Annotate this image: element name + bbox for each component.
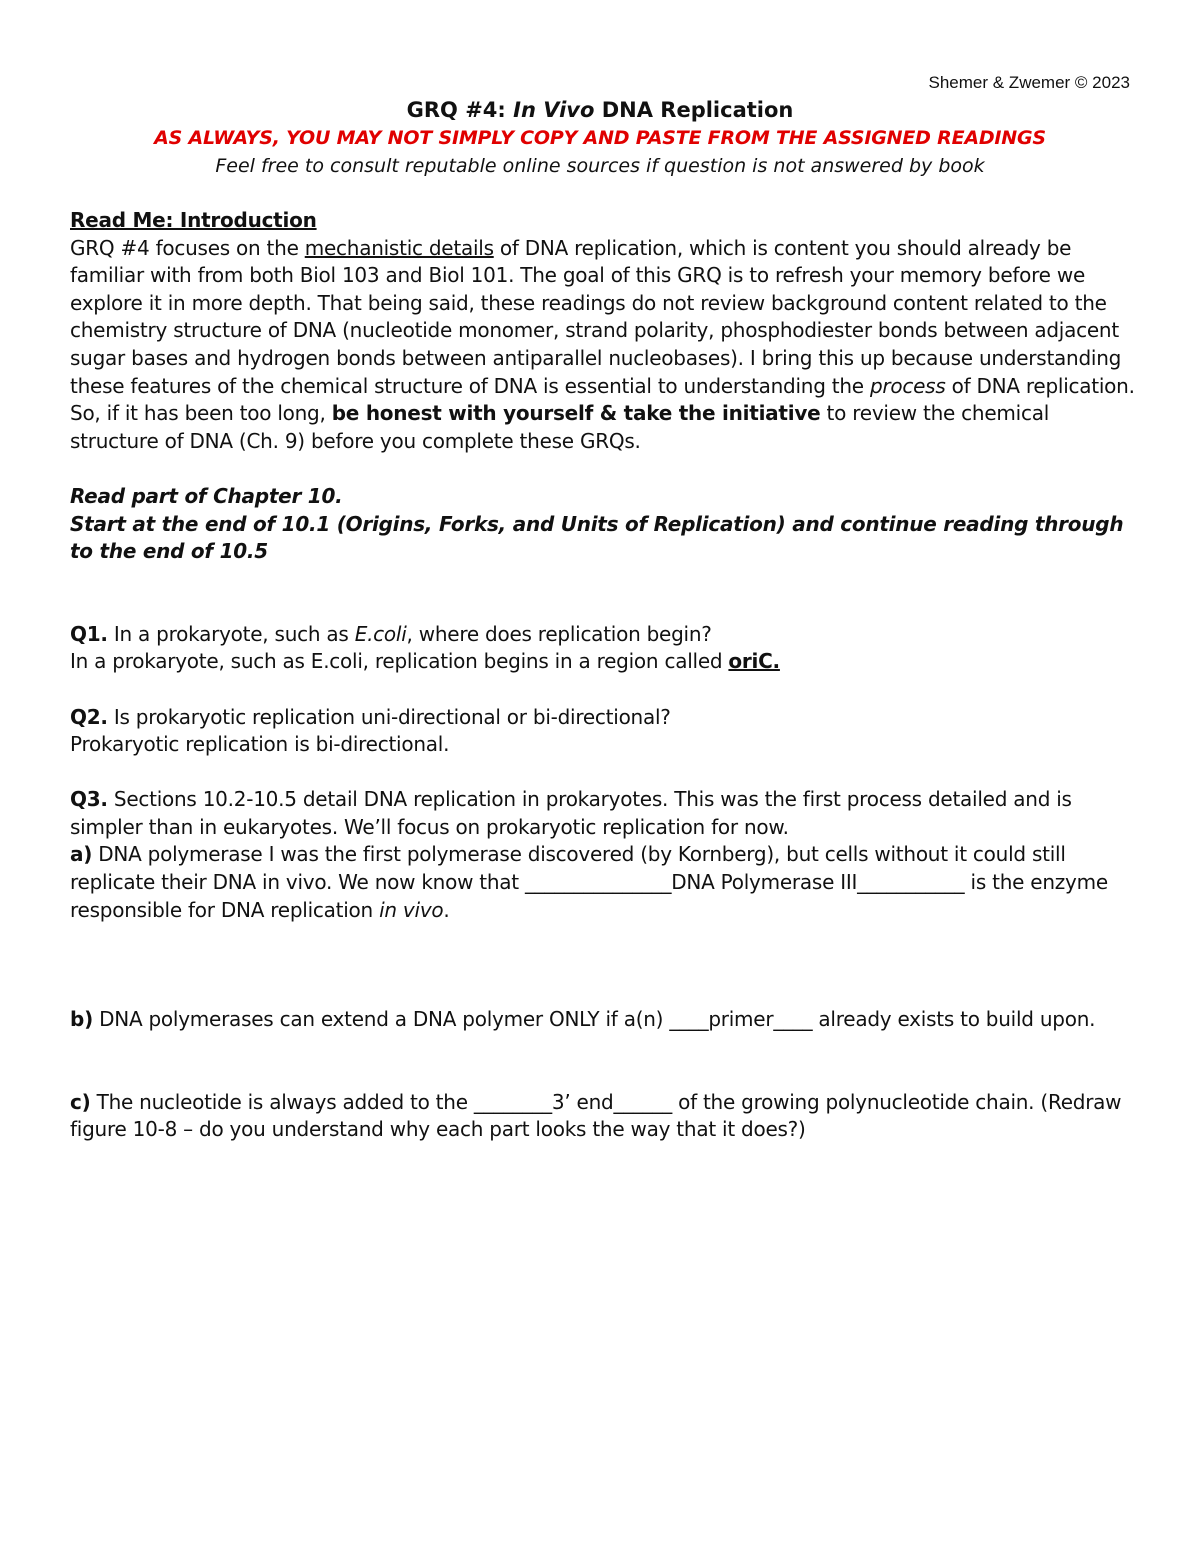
intro-italic: process bbox=[869, 373, 946, 398]
title-prefix: GRQ #4: bbox=[406, 98, 514, 122]
q3c bbox=[70, 1089, 1135, 1144]
q1-question bbox=[70, 621, 1135, 649]
q2-label: Q2. bbox=[70, 704, 108, 729]
title-italic: In Vivo bbox=[513, 98, 595, 122]
q3-text: Sections 10.2-10.5 detail DNA replication in prokaryotes. This was the first process detailed and is simpler than in eukaryotes. We’ll focus on prokaryotic replication for now. bbox=[70, 787, 1072, 839]
q3-intro bbox=[70, 786, 1135, 841]
intro-underlined: mechanistic details bbox=[304, 235, 494, 260]
q3a bbox=[70, 841, 1135, 924]
q3b bbox=[70, 1006, 1135, 1034]
q2-text: Is prokaryotic replication uni-directional or bi-directional? bbox=[107, 704, 671, 729]
q3a-end: . bbox=[443, 897, 450, 922]
q3b-label: b) bbox=[70, 1007, 93, 1032]
q1-text-pre: In a prokaryote, such as bbox=[107, 621, 355, 646]
q3-label: Q3. bbox=[70, 787, 108, 812]
intro-text-1: GRQ #4 focuses on the bbox=[70, 235, 305, 260]
sources-note: Feel free to consult reputable online sources if question is not answered by book bbox=[215, 155, 985, 177]
q3a-text: DNA polymerase I was the first polymerase discovered (by Kornberg), but cells without it could still replicate their DNA in vivo. We now know that _______________DNA Polymerase III___________ is the enzyme responsible for DNA replication bbox=[70, 842, 1108, 922]
intro-text-3: of DNA replication. So, if it has been too long, bbox=[70, 373, 1135, 426]
document-header bbox=[0, 96, 1200, 180]
intro-text-2: of DNA replication, which is content you should already be familiar with from both Biol 103 and Biol 101. The goal of this GRQ is to refresh your memory before we explore it in more depth. That being said, these readings do not review background content related to the chemistry structure of DNA (nucleotide monomer, strand polarity, phosphodiester bonds between adjacent sugar bases and hydrogen bonds between antiparallel nucleobases). I bring this up because understanding these features of the chemical structure of DNA is essential to understanding the bbox=[70, 235, 1122, 398]
q1-answer-text: In a prokaryote, such as E.coli, replication begins in a region called bbox=[70, 649, 729, 674]
intro-bold: be honest with yourself & take the initiative bbox=[331, 401, 821, 426]
q1-label: Q1. bbox=[70, 621, 108, 646]
q1-italic: E.coli bbox=[354, 621, 407, 646]
intro-paragraph bbox=[70, 235, 1135, 456]
q2-question bbox=[70, 704, 1135, 732]
reading-assignment-line-2: Start at the end of 10.1 (Origins, Forks, and Units of Replication) and continue reading through to the end of 10.5 bbox=[70, 511, 1124, 564]
copy-paste-warning: AS ALWAYS, YOU MAY NOT SIMPLY COPY AND PASTE FROM THE ASSIGNED READINGS bbox=[154, 127, 1046, 149]
title-suffix: DNA Replication bbox=[594, 98, 794, 122]
intro-heading: Read Me: Introduction bbox=[70, 208, 317, 232]
document-title bbox=[0, 96, 1200, 124]
q2-answer: Prokaryotic replication is bi-directional. bbox=[70, 732, 450, 757]
document-body bbox=[70, 207, 1135, 1144]
copyright-notice: Shemer & Zwemer © 2023 bbox=[928, 73, 1130, 92]
q3c-label: c) bbox=[70, 1089, 91, 1114]
q1-text-post: , where does replication begin? bbox=[406, 621, 712, 646]
q3a-label: a) bbox=[70, 842, 93, 867]
reading-assignment-line-1: Read part of Chapter 10. bbox=[70, 483, 343, 508]
q3a-italic: in vivo bbox=[379, 897, 444, 922]
q1-answer bbox=[70, 648, 1135, 676]
q3b-text: DNA polymerases can extend a DNA polymer ONLY if a(n) ____primer____ already exists to build upon. bbox=[92, 1007, 1096, 1032]
intro-text-4: to review the chemical structure of DNA (Ch. 9) before you complete these GRQs. bbox=[70, 401, 1049, 453]
q1-answer-bold: oriC. bbox=[728, 649, 780, 674]
q3c-text: The nucleotide is always added to the ________3’ end______ of the growing polynucleotide chain. (Redraw figure 10-8 – do you understand why each part looks the way that it does?) bbox=[70, 1089, 1122, 1142]
